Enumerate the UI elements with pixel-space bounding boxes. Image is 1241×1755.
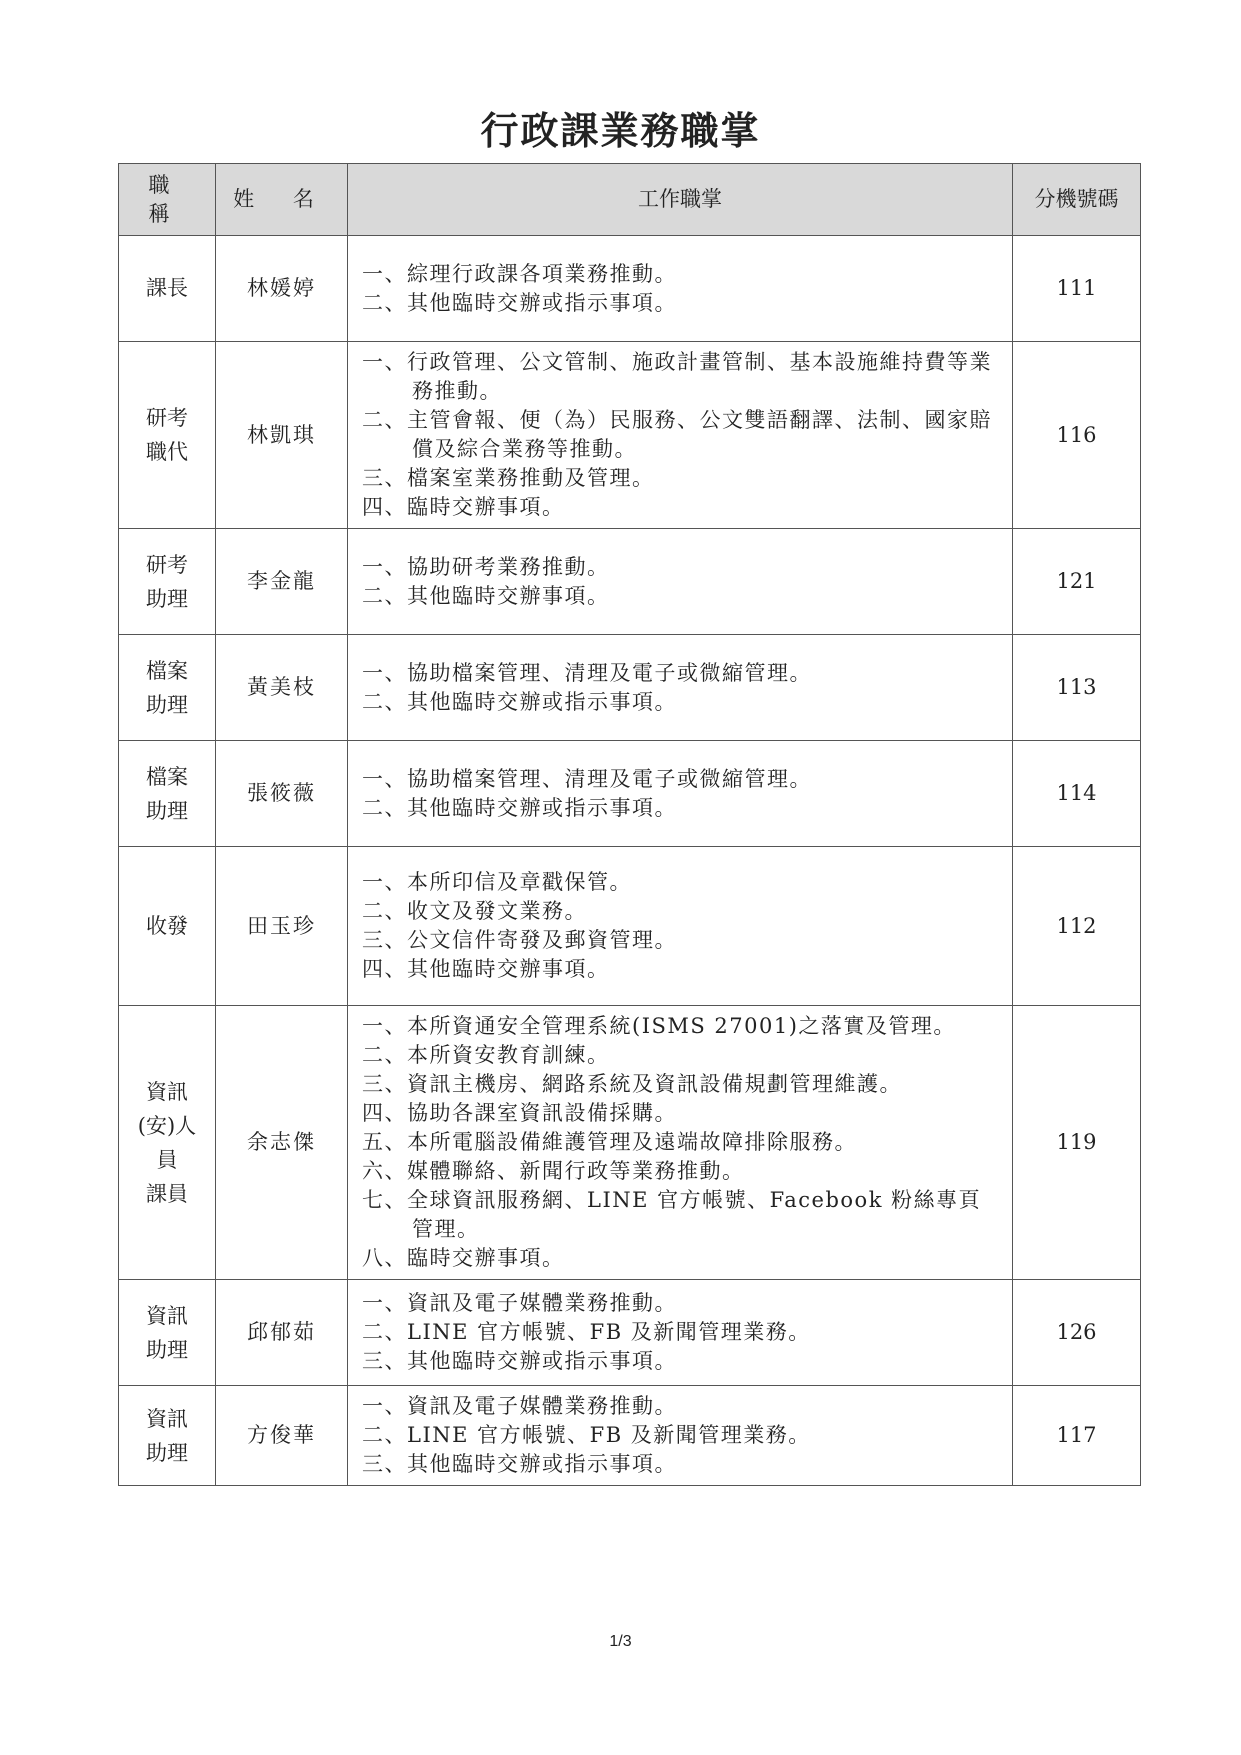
duty-item: 一、協助研考業務推動。 — [362, 554, 610, 579]
duty-item: 三、其他臨時交辦或指示事項。 — [362, 1349, 677, 1373]
duties-cell — [348, 529, 1013, 635]
duty-item: 一、本所印信及章戳保管。 — [362, 870, 632, 894]
job-title-cell — [119, 1386, 216, 1486]
job-title-line: 課長 — [146, 276, 188, 300]
header-title: 職 稱 — [119, 164, 216, 236]
extension-cell: 111 — [1013, 236, 1141, 342]
duty-item: 一、行政管理、公文管制、施政計畫管制、基本設施維持費等業務推動。 — [362, 350, 992, 403]
staff-name-cell: 方俊華 — [216, 1386, 348, 1486]
duty-item: 二、其他臨時交辦或指示事項。 — [362, 290, 677, 315]
duty-item: 一、綜理行政課各項業務推動。 — [362, 261, 677, 286]
job-title-line: 檔案 — [146, 764, 188, 789]
duty-item: 一、資訊及電子媒體業務推動。 — [362, 1291, 677, 1315]
duty-item: 二、本所資安教育訓練。 — [362, 1043, 610, 1067]
staff-name-cell: 邱郁茹 — [216, 1280, 348, 1386]
job-title-cell — [119, 342, 216, 529]
duties-cell — [348, 1280, 1013, 1386]
duties-cell — [348, 342, 1013, 529]
duties-table — [118, 163, 1141, 1486]
job-title-line: 檔案 — [146, 658, 188, 683]
page-number: 1/3 — [609, 1633, 632, 1650]
table-row — [119, 236, 1141, 342]
duty-item: 三、公文信件寄發及郵資管理。 — [362, 928, 677, 952]
duty-item: 四、臨時交辦事項。 — [362, 495, 565, 519]
table-row — [119, 529, 1141, 635]
job-title-cell — [119, 529, 216, 635]
table-row — [119, 741, 1141, 847]
job-title-line: 職代 — [146, 440, 188, 464]
staff-name-cell: 林凱琪 — [216, 342, 348, 529]
duty-item: 二、主管會報、便（為）民服務、公文雙語翻譯、法制、國家賠償及綜合業務等推動。 — [362, 408, 992, 461]
job-title-cell — [119, 635, 216, 741]
job-title-cell — [119, 236, 216, 342]
job-title-line: 收發 — [146, 913, 188, 938]
job-title-cell — [119, 847, 216, 1006]
duty-item: 四、協助各課室資訊設備採購。 — [362, 1101, 677, 1125]
extension-cell: 116 — [1013, 342, 1141, 529]
job-title-cell — [119, 1280, 216, 1386]
job-title-line: 助理 — [146, 692, 188, 717]
job-title-line: 員 — [156, 1147, 178, 1172]
staff-name-cell: 張筱薇 — [216, 741, 348, 847]
duty-item: 三、資訊主機房、網路系統及資訊設備規劃管理維護。 — [362, 1072, 902, 1096]
table-row — [119, 342, 1141, 529]
staff-name-cell: 余志傑 — [216, 1006, 348, 1280]
staff-name-cell: 林媛婷 — [216, 236, 348, 342]
job-title-line: 助理 — [146, 1440, 188, 1465]
extension-cell: 126 — [1013, 1280, 1141, 1386]
job-title-cell — [119, 741, 216, 847]
duty-item: 一、協助檔案管理、清理及電子或微縮管理。 — [362, 660, 812, 685]
table-row — [119, 635, 1141, 741]
job-title-line: 研考 — [146, 552, 188, 577]
duties-cell — [348, 741, 1013, 847]
extension-cell: 114 — [1013, 741, 1141, 847]
duties-cell — [348, 236, 1013, 342]
duty-item: 四、其他臨時交辦事項。 — [362, 957, 610, 981]
header-duties: 工作職掌 — [348, 164, 1013, 236]
duties-cell — [348, 1006, 1013, 1280]
duty-item: 二、其他臨時交辦或指示事項。 — [362, 795, 677, 820]
extension-cell: 117 — [1013, 1386, 1141, 1486]
staff-name-cell: 黃美枝 — [216, 635, 348, 741]
duty-item: 一、協助檔案管理、清理及電子或微縮管理。 — [362, 766, 812, 791]
job-title-line: 助理 — [146, 1337, 188, 1362]
duties-cell — [348, 1386, 1013, 1486]
duty-item: 二、LINE 官方帳號、FB 及新聞管理業務。 — [362, 1320, 811, 1344]
duty-item: 三、其他臨時交辦或指示事項。 — [362, 1452, 677, 1476]
duties-cell — [348, 635, 1013, 741]
duty-item: 二、其他臨時交辦或指示事項。 — [362, 689, 677, 714]
duty-item: 五、本所電腦設備維護管理及遠端故障排除服務。 — [362, 1130, 857, 1154]
staff-name-cell: 李金龍 — [216, 529, 348, 635]
job-title-line: 助理 — [146, 798, 188, 823]
document-title: 行政課業務職掌 — [480, 108, 761, 153]
header-row — [119, 164, 1141, 236]
duty-item: 二、收文及發文業務。 — [362, 899, 587, 923]
header-name: 姓 名 — [216, 164, 348, 236]
table-row — [119, 847, 1141, 1006]
job-title-line: 資訊 — [146, 1079, 188, 1104]
duties-cell — [348, 847, 1013, 1006]
extension-cell: 119 — [1013, 1006, 1141, 1280]
duty-item: 三、檔案室業務推動及管理。 — [362, 466, 655, 490]
table-body — [119, 236, 1141, 1486]
duty-item: 一、資訊及電子媒體業務推動。 — [362, 1394, 677, 1418]
duty-item: 七、全球資訊服務網、LINE 官方帳號、Facebook 粉絲專頁管理。 — [362, 1188, 982, 1241]
staff-name-cell: 田玉珍 — [216, 847, 348, 1006]
job-title-line: 研考 — [146, 406, 188, 430]
job-title-cell — [119, 1006, 216, 1280]
extension-cell: 121 — [1013, 529, 1141, 635]
job-title-line: (安)人 — [137, 1113, 197, 1138]
table-row — [119, 1280, 1141, 1386]
duty-item: 二、LINE 官方帳號、FB 及新聞管理業務。 — [362, 1423, 811, 1447]
extension-cell: 113 — [1013, 635, 1141, 741]
duty-item: 二、其他臨時交辦事項。 — [362, 583, 610, 608]
job-title-line: 助理 — [146, 586, 188, 611]
extension-cell: 112 — [1013, 847, 1141, 1006]
job-title-line: 資訊 — [146, 1406, 188, 1431]
duty-item: 六、媒體聯絡、新聞行政等業務推動。 — [362, 1159, 745, 1183]
table-row — [119, 1386, 1141, 1486]
table-row — [119, 1006, 1141, 1280]
job-title-line: 資訊 — [146, 1303, 188, 1328]
duty-item: 八、臨時交辦事項。 — [362, 1246, 565, 1270]
header-extension: 分機號碼 — [1013, 164, 1141, 236]
duty-item: 一、本所資通安全管理系統(ISMS 27001)之落實及管理。 — [362, 1014, 956, 1038]
job-title-line: 課員 — [146, 1181, 188, 1206]
